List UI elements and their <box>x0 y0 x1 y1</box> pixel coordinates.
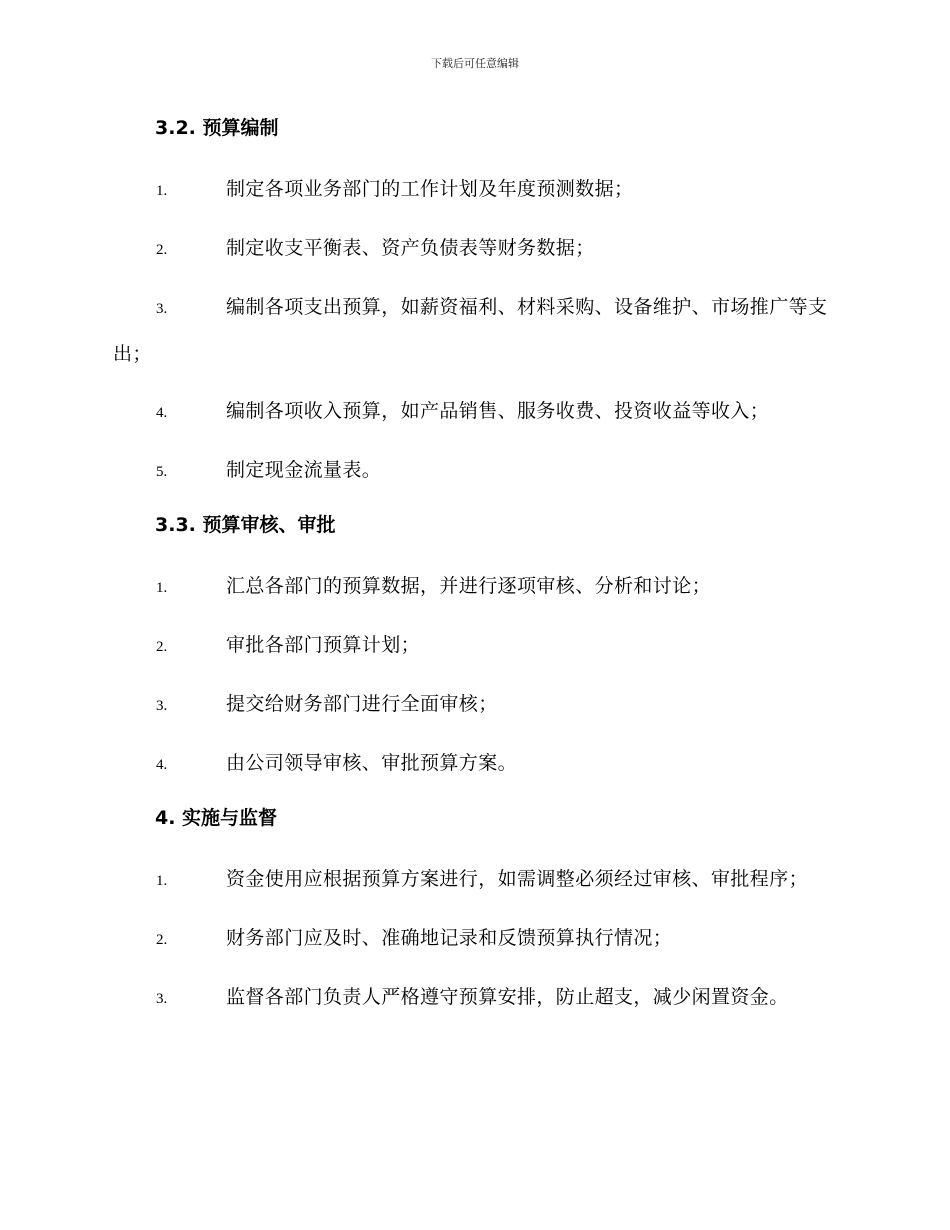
list-item <box>113 741 835 788</box>
list-item-number: 3. <box>156 301 168 317</box>
list-item-number: 3. <box>156 991 168 1007</box>
list-item-text: 资金使用应根据预算方案进行，如需调整必须经过审核、审批程序； <box>226 868 809 890</box>
list-item-number: 2. <box>156 242 168 258</box>
section-heading-4: 4. 实施与监督 <box>155 807 278 829</box>
list-item <box>113 682 835 729</box>
list-item-number: 3. <box>156 698 168 714</box>
list-item-text: 汇总各部门的预算数据，并进行逐项审核、分析和讨论； <box>226 575 712 597</box>
list-item-text: 编制各项支出预算，如薪资福利、材料采购、设备维护、市场推广等支出； <box>113 296 828 365</box>
list-item <box>113 975 835 1022</box>
list-item-number: 1. <box>156 183 168 199</box>
list-item <box>113 389 835 436</box>
section-heading-3-3: 3.3. 预算审核、审批 <box>155 514 336 536</box>
list-item-text: 财务部门应及时、准确地记录和反馈预算执行情况； <box>226 927 673 949</box>
section-heading-3-2: 3.2. 预算编制 <box>155 117 279 139</box>
list-item <box>113 167 835 214</box>
list-item-number: 5. <box>156 464 168 480</box>
list-item-text: 由公司领导审核、审批预算方案。 <box>226 752 518 774</box>
list-item-text: 制定各项业务部门的工作计划及年度预测数据； <box>226 178 634 200</box>
list-item-number: 1. <box>156 580 168 596</box>
list-item <box>113 916 835 963</box>
list-item <box>113 564 835 611</box>
list-item <box>113 857 835 904</box>
document-body <box>113 110 835 1034</box>
list-item-text: 审批各部门预算计划； <box>226 634 421 656</box>
list-item-text: 制定现金流量表。 <box>226 459 382 481</box>
list-item-text: 制定收支平衡表、资产负债表等财务数据； <box>226 237 595 259</box>
list-item-number: 2. <box>156 639 168 655</box>
list-item <box>113 623 835 670</box>
list-item-text: 监督各部门负责人严格遵守预算安排，防止超支，减少闲置资金。 <box>226 986 789 1008</box>
page-header: 下载后可任意编辑 <box>431 57 519 70</box>
list-item-text: 编制各项收入预算，如产品销售、服务收费、投资收益等收入； <box>226 400 770 422</box>
list-item-number: 4. <box>156 757 168 773</box>
list-item-number: 4. <box>156 405 168 421</box>
list-item <box>113 448 835 495</box>
list-item-number: 2. <box>156 932 168 948</box>
list-item-text: 提交给财务部门进行全面审核； <box>226 693 498 715</box>
list-item-number: 1. <box>156 873 168 889</box>
list-item <box>113 285 835 377</box>
list-item <box>113 226 835 273</box>
